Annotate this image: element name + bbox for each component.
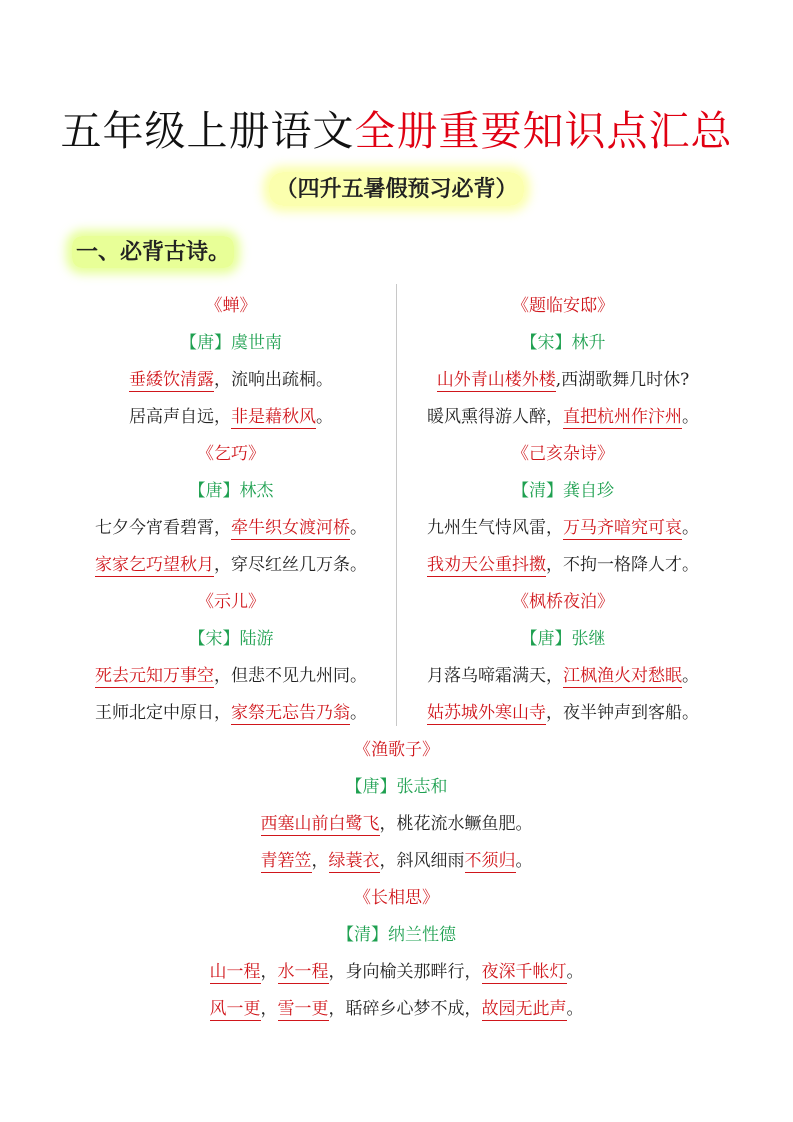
page-subtitle (0, 172, 793, 206)
poem-title: 《枫桥夜泊》 (512, 592, 614, 612)
section-heading-text: 一、必背古诗。 (72, 236, 234, 268)
key-phrase: 风一更 (209, 999, 261, 1019)
verse-text: 七夕今宵看碧霄， (95, 518, 231, 538)
verse-text: ，斜风细雨 (379, 851, 465, 871)
verse-text: 居高声自远， (129, 407, 231, 427)
verse-text: ，流响出疏桐。 (214, 370, 333, 390)
verse-text: 。 (350, 518, 367, 538)
key-phrase: 水一程 (277, 962, 329, 982)
verse-text: ，穿尽红丝几万条。 (214, 555, 367, 575)
poem-line (398, 547, 728, 584)
poem-line (0, 991, 793, 1028)
verse-text: 。 (682, 666, 699, 686)
center-column (0, 732, 793, 1028)
key-phrase: 直把杭州作汴州 (563, 407, 682, 427)
poem-author: 【宋】林升 (520, 333, 606, 353)
poem-line (398, 362, 728, 399)
key-phrase: 夜深千帐灯 (481, 962, 567, 982)
column-divider (396, 284, 397, 726)
key-phrase: 山一程 (209, 962, 261, 982)
poem-block (66, 584, 396, 732)
verse-text: 。 (682, 407, 699, 427)
poem-line (66, 658, 396, 695)
key-phrase: 我劝天公重抖擞 (427, 555, 546, 575)
key-phrase: 雪一更 (277, 999, 329, 1019)
poem-block (0, 732, 793, 880)
page-subtitle-text: （四升五暑假预习必背） (269, 172, 523, 206)
verse-text: 月落乌啼霜满天， (427, 666, 563, 686)
poem-title: 《乞巧》 (197, 444, 265, 464)
poem-author: 【清】龚自珍 (512, 481, 614, 501)
key-phrase: 故园无此声 (481, 999, 567, 1019)
verse-text: 九州生气恃风雷， (427, 518, 563, 538)
key-phrase: 牵牛织女渡河桥 (231, 518, 350, 538)
poem-title: 《示儿》 (197, 592, 265, 612)
poem-author: 【宋】陆游 (188, 629, 274, 649)
verse-text: ， (260, 999, 278, 1019)
poem-block (66, 436, 396, 584)
key-phrase: 西塞山前白鹭飞 (260, 814, 380, 834)
verse-text: 。 (682, 518, 699, 538)
poem-line (66, 362, 396, 399)
poem-title: 《长相思》 (354, 888, 439, 908)
verse-text: ，但悲不见九州同。 (214, 666, 367, 686)
verse-text: ， (260, 962, 278, 982)
verse-text: ,西湖歌舞几时休? (555, 370, 690, 390)
poem-line (398, 695, 728, 732)
poem-block (0, 880, 793, 1028)
verse-text: 暖风熏得游人醉， (427, 407, 563, 427)
key-phrase: 姑苏城外寒山寺 (427, 703, 546, 723)
verse-text: ， (311, 851, 329, 871)
poem-title: 《己亥杂诗》 (512, 444, 614, 464)
page-title-part1: 五年级上册语文 (60, 107, 355, 155)
verse-text: 王师北定中原日， (95, 703, 231, 723)
verse-text: ，身向榆关那畔行， (328, 962, 482, 982)
poem-line (66, 510, 396, 547)
key-phrase: 江枫渔火对愁眠 (563, 666, 682, 686)
verse-text: ，夜半钟声到客船。 (546, 703, 699, 723)
key-phrase: 死去元知万事空 (95, 666, 214, 686)
poem-author: 【唐】张志和 (345, 777, 448, 797)
key-phrase: 垂緌饮清露 (129, 370, 214, 390)
poem-line (398, 510, 728, 547)
key-phrase: 万马齐喑究可哀 (563, 518, 682, 538)
key-phrase: 家祭无忘告乃翁 (231, 703, 350, 723)
key-phrase: 非是藉秋风 (231, 407, 316, 427)
poem-block (66, 288, 396, 436)
page-title (0, 106, 793, 156)
poem-block (398, 584, 728, 732)
poem-line (0, 806, 793, 843)
poem-author: 【唐】张继 (520, 629, 606, 649)
poem-line (66, 547, 396, 584)
verse-text: 。 (566, 999, 584, 1019)
key-phrase: 绿蓑衣 (328, 851, 380, 871)
poem-line (66, 695, 396, 732)
poem-title: 《题临安邸》 (512, 296, 614, 316)
verse-text: 。 (515, 851, 533, 871)
verse-text: 。 (350, 703, 367, 723)
poem-line (398, 399, 728, 436)
poem-author: 【清】纳兰性德 (337, 925, 456, 945)
right-column (398, 288, 728, 732)
poem-line (66, 399, 396, 436)
key-phrase: 青箬笠 (260, 851, 312, 871)
poem-line (398, 658, 728, 695)
verse-text: 。 (316, 407, 333, 427)
poem-author: 【唐】林杰 (188, 481, 274, 501)
section-heading (72, 236, 234, 268)
left-column (66, 288, 396, 732)
poem-line (0, 843, 793, 880)
key-phrase: 家家乞巧望秋月 (95, 555, 214, 575)
verse-text: 。 (566, 962, 584, 982)
poem-title: 《渔歌子》 (354, 740, 439, 760)
poem-block (398, 436, 728, 584)
key-phrase: 不须归 (464, 851, 516, 871)
poem-title: 《蝉》 (205, 296, 257, 316)
verse-text: ，聒碎乡心梦不成， (328, 999, 482, 1019)
poem-block (398, 288, 728, 436)
verse-text: ，不拘一格降人才。 (546, 555, 699, 575)
verse-text: ，桃花流水鳜鱼肥。 (379, 814, 533, 834)
poem-line (0, 954, 793, 991)
page-title-part2: 全册重要知识点汇总 (354, 107, 733, 155)
key-phrase: 山外青山楼外楼 (436, 370, 556, 390)
poem-author: 【唐】虞世南 (180, 333, 282, 353)
